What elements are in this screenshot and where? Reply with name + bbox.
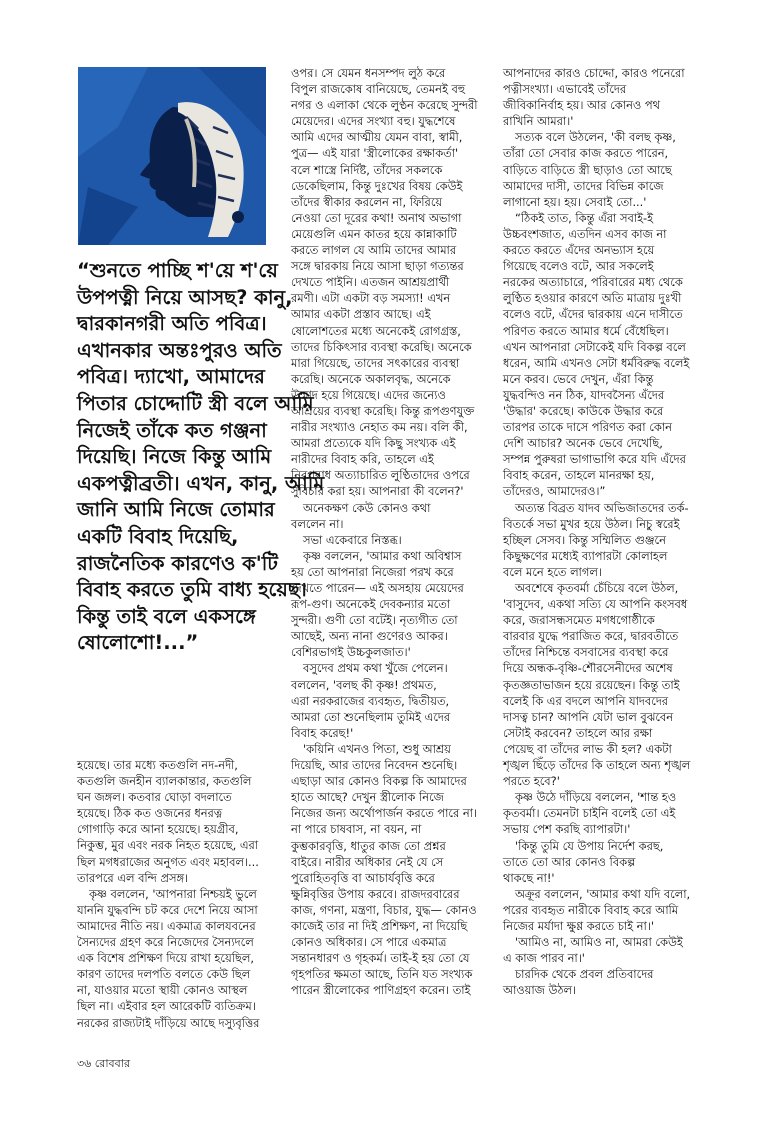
text-line: পেয়েছ বা তাঁদের লাভ কী হল? একটা — [503, 741, 672, 756]
pull-quote-line: দ্বারকানগরী অতি পবিত্র। — [77, 312, 267, 336]
text-line: ছিল না। এইবার হল আরেকটি ব্যতিক্রম। — [77, 999, 256, 1014]
text-line: নারীদের বিবাহ করি, তাহলে এই — [291, 452, 434, 467]
text-line: হচ্ছিল সেসব। কিন্তু সম্মিলিত গুঞ্জনে — [503, 532, 666, 547]
text-line: দাসত্ব চান? আপনি যেটা ভাল বুঝবেন — [503, 709, 674, 724]
text-line: তাতে তো আর কোনও বিকল্প — [503, 854, 636, 869]
text-line: ক্ষুন্নিবৃত্তির উপায় করবে। রাজদরবারের — [291, 886, 460, 901]
text-line: উচ্চবংশজাত, এতদিন এসব কাজ না — [503, 226, 667, 241]
text-line: এছাড়া আর কোনও বিকল্প কি আমাদের — [291, 774, 467, 789]
text-line: হয়েছে। ঠিক কত ওজনের ধনরত্ন — [77, 806, 223, 821]
text-line: আমার একটা প্রস্তাব আছে। এই — [291, 307, 431, 322]
text-line: 'বাসুদেব, একথা সত্যি যে আপনি কংসবধ — [503, 597, 688, 612]
text-line: বিপুল রাজকোষ বানিয়েছে, তেমনই বহু — [291, 82, 466, 97]
pull-quote-line: এখানকার অন্তঃপুরও অতি — [77, 338, 282, 362]
text-line: আমাদের দাসী, তাদের বিভিন্ন কাজে — [503, 178, 664, 193]
text-line: দিয়েছি, আর তাদের নিবেদন শুনেছি। — [291, 758, 458, 773]
text-line: বলেই কি এর বদলে আপনি যাদবদের — [503, 693, 669, 708]
text-line: চারদিক থেকে প্রবল প্রতিবাদের — [515, 967, 654, 982]
text-line: অবশেষে কৃতবর্মা চেঁচিয়ে বলে উঠল, — [515, 581, 679, 595]
text-line: আমাদের নীতি নয়। একমাত্র কালযবনের — [77, 918, 256, 933]
text-line: 'কয়িনি এখনও পিতা, শুধু আশ্রয় — [303, 741, 451, 756]
text-line: আপনাদের কারও চোদ্দো, কারও পনেরো — [503, 66, 685, 80]
text-line: রমণী। এটা একটা বড় সমস্যা! এখন — [291, 291, 451, 306]
text-line: “ঠিকই তাত, কিন্তু এঁরা সবাই-ই — [515, 210, 654, 225]
text-line: মেয়েদের। এদের সংখ্যা বহু। যুদ্ধশেষে — [291, 114, 456, 129]
text-line: বলে মনে হতে লাগল। — [503, 564, 602, 579]
text-line: মনে করব। ভেবে দেখুন, এঁরা কিন্তু — [503, 371, 654, 386]
text-line: না, যাওয়ার মতো স্থায়ী কোনও আস্থল — [77, 983, 248, 998]
text-line: হয় তো আপনারা নিজেরা পরখ করে — [291, 564, 454, 579]
text-line: গিয়েছে বলেও বটে, আর সকলেই — [503, 259, 654, 274]
text-line: ষোলোশতের মধ্যে অনেকেই রোগগ্রস্ত, — [291, 323, 461, 338]
text-line: কৃষ্ণ উঠে দাঁড়িয়ে বললেন, 'শান্ত হও — [515, 790, 677, 805]
text-line: বিবাহ করেন, তাহলে মানরক্ষা হয়, — [503, 468, 655, 483]
text-line: সৈন্যদের গ্রহণ করে নিজেদের সৈন্যদলে — [77, 935, 254, 950]
text-line: রূপ-গুণ। অনেকেই দেবকন্যার মতো — [291, 597, 451, 612]
text-line: বারবার যুদ্ধে পরাজিত করে, দ্বারবতীতে — [503, 629, 679, 644]
column-3-text — [503, 65, 699, 998]
column-2-text — [291, 65, 487, 998]
text-line: আওয়াজ উঠল। — [503, 983, 577, 998]
text-line: তারপরে এল বন্দি প্রসঙ্গ। — [77, 870, 189, 885]
text-line: বিতর্কে সভা মুখর হয়ে উঠল। নিচু স্বরেই — [503, 516, 680, 531]
text-line: সঙ্গে দ্বারকায় নিয়ে আসা ছাড়া গত্যন্তর — [291, 259, 464, 274]
text-line: আমি এদের আত্মীয় যেমন বাবা, স্বামী, — [291, 130, 463, 145]
text-line: এখন আপনারা সেটাকেই যদি বিকল্প বলে — [503, 339, 686, 354]
text-line: পত্নীসংখ্যা। এভাবেই তাঁদের — [503, 82, 627, 97]
text-line: বললেন, 'বলছ কী কৃষ্ণ! প্রথমত, — [291, 677, 437, 692]
column-1-text — [77, 757, 273, 1031]
pull-quote-line: কিন্তু তাই বলে একসঙ্গে — [77, 604, 256, 628]
text-line: কাজেই তার না দিই প্রশিক্ষণ, না দিয়েছি — [291, 918, 468, 933]
text-line: কৃতবর্মা। তেমনটা চাইনি বলেই তো এই — [503, 806, 676, 821]
text-line: বসুদেব প্রথম কথা খুঁজে পেলেন। — [303, 661, 448, 676]
text-line: আমরা তো শুনেছিলাম তুমিই এদের — [291, 709, 451, 724]
text-line: নিকুম্ভ, মুর এবং নরক নিহত হয়েছে, এরা — [77, 838, 259, 853]
text-line: পুরোহিতবৃত্তি বা আচার্যবৃত্তি করে — [291, 870, 435, 885]
text-line: উন্মাদ হয়ে গিয়েছে। এদের জন্যেও — [291, 387, 446, 402]
text-line: হাতে আছে? দেখুন স্ত্রীলোক নিজে — [291, 790, 444, 805]
text-line: 'উদ্ধার' করেছে। কাউকে উদ্ধার করে — [503, 403, 664, 418]
text-line: সেটাই করবেন? তাহলে আর রক্ষা — [503, 725, 653, 740]
text-line: শৃঙ্খল ছিঁড়ে তাঁদের কি তাহলে অন্য শৃঙ্খল — [503, 758, 691, 773]
text-line: মেয়েগুলি এমন কাতর হয়ে কান্নাকাটি — [291, 226, 457, 241]
text-line: নেওয়া তো দূরের কথা! অনাথ অভাগা — [291, 210, 462, 225]
text-line: সুন্দরী। গুণী তো বটেই। নৃত্যগীত তো — [291, 613, 458, 628]
text-line: অক্রূর বললেন, 'আমার কথা যদি বলো, — [515, 886, 691, 901]
text-line: কুম্ভকারবৃত্তি, ধাতুর কাজ তো প্রশ্নর — [291, 838, 446, 853]
text-line: 'কিন্তু তুমি যে উপায় নির্দেশ করছ, — [515, 838, 664, 853]
text-line: তারপর তাকে দাসে পরিণত করা কোন — [503, 420, 672, 435]
text-line: নিরপরাধ অত্যাচারিত লুণ্ঠিতাদের ওপরে — [291, 468, 470, 483]
text-line: ডেকেছিলাম, কিন্তু দুঃখের বিষয় কেউই — [291, 178, 463, 193]
text-line: হয়েছে। তার মধ্যে কতগুলি নদ-নদী, — [77, 758, 238, 772]
pull-quote-line: পবিত্র। দ্যাখো, আমাদের — [77, 365, 265, 389]
text-line: কৃষ্ণ বললেন, 'আপনারা নিশ্চয়ই ভুলে — [89, 886, 257, 901]
text-line: অনেকক্ষণ কেউ কোনও কথা — [303, 500, 431, 515]
text-line: ঘন জঙ্গল। কতবার ঘোড়া বদলাতে — [77, 790, 232, 805]
text-line: নিজের মর্যাদা ক্ষুণ্ণ করতে চাই না।' — [503, 918, 654, 933]
text-line: কৃতজ্ঞতাভাজন হয়ে রয়েছেন। কিন্তু তাই — [503, 677, 680, 692]
text-line: কৃষ্ণ বললেন, 'আমার কথা অবিশ্বাস — [303, 548, 462, 563]
text-line: এক বিশেষ প্রশিক্ষণ দিয়ে রাখা হয়েছিল, — [77, 951, 254, 966]
text-line: সভা একেবারে নিস্তব্ধ। — [303, 532, 402, 547]
text-line: কিছুক্ষণের মধ্যেই ব্যাপারটা কোলাহল — [503, 548, 668, 563]
pull-quote-line: একটি বিবাহ দিয়েছি, — [77, 524, 239, 548]
text-line: রাখিনি আমরা।' — [503, 114, 574, 129]
pull-quote-line: নিজেই তাঁকে কত গঞ্জনা — [77, 418, 267, 442]
text-line: নারীর সংখ্যাও নেহাত কম নয়। বলি কী, — [291, 420, 468, 435]
text-line: পুত্র— এই যারা 'স্ত্রীলোকের রক্ষাকর্তা' — [291, 146, 459, 161]
text-line: বাড়িতে বাড়িতে স্ত্রী ছাড়াও তো আছে — [503, 162, 672, 177]
text-line: ছিল মগধরাজের অনুগত এবং মহাবল।... — [77, 854, 259, 869]
pull-quote-line: পিতার চোদ্দোটি স্ত্রী বলে আমি — [77, 391, 314, 415]
pull-quote-line: দিয়েছি। নিজে কিন্তু আমি — [77, 445, 272, 469]
text-line: ধরেন, আমি এখনও সেটা ধর্মবিরুদ্ধ বলেই — [503, 355, 690, 370]
text-line: পরতে হবে?' — [503, 774, 560, 789]
text-line: দেখতে পাইনি। এতজন আশ্রয়প্রার্থী — [291, 275, 450, 290]
text-line: যাননি যুদ্ধবন্দি চট করে দেশে নিয়ে আসা — [77, 902, 258, 917]
text-line: করতে লাগল যে আমি তাদের আমার — [291, 243, 457, 258]
text-line: তাঁদের স্বীকার করলেন না, ফিরিয়ে — [291, 194, 443, 209]
text-line: নিজের জন্য অর্থোপার্জন করতে পারে না। — [291, 806, 478, 821]
text-line: নরকের অত্যাচারে, পরিবারের মধ্য থেকে — [503, 275, 683, 290]
text-line: লাগানো হয়। হয়। সেবাই তো...' — [503, 194, 647, 209]
text-line: আছেই, অন্য নানা গুণেরও আকর। — [291, 629, 448, 644]
text-line: গৃহপতির ক্ষমতা আছে, তিনি যত সংখ্যক — [291, 967, 473, 982]
text-line: করেছি। অনেকে অকালবৃদ্ধ, অনেকে — [291, 371, 451, 386]
text-line: তাঁদের নিশ্চিন্তে বসবাসের ব্যবস্থা করে — [503, 645, 669, 660]
text-line: এরা নরকরাজের ব্যবহৃত, দ্বিতীয়ত, — [291, 693, 450, 708]
text-line: নগর ও এলাকা থেকে লুণ্ঠন করেছে সুন্দরী — [291, 98, 478, 113]
text-line: গোগাড়ি করে আনা হয়েছে। হয়গ্রীব, — [77, 822, 239, 837]
text-line: বাইরে। নারীর অধিকার নেই যে সে — [291, 854, 444, 869]
text-line: কোনও অধিকার। সে পারে একমাত্র — [291, 935, 447, 950]
text-line: জীবিকানির্বাহ হয়। আর কোনও পথ — [503, 98, 660, 113]
text-line: বলে শাস্ত্রে নির্দিষ্ট, তাঁদের সকলকে — [291, 162, 443, 177]
article-illustration — [78, 67, 266, 245]
text-line: আমরা প্রত্যেকে যদি কিছু সংখ্যক এই — [291, 436, 456, 451]
page-folio: ৩৬ রোববার — [77, 1057, 130, 1070]
text-line: তাঁরা তো সেবার কাজ করতে পারেন, — [503, 146, 669, 161]
text-line: সভায় পেশ করছি ব্যাপারটা।' — [503, 822, 631, 837]
text-line: সত্যক বলে উঠলেন, 'কী বলছ কৃষ্ণ, — [515, 130, 676, 145]
text-line: বিবাহ করেছ!' — [291, 725, 354, 740]
text-line: কতগুলি জনহীন ব্যালকান্তার, কতগুলি — [77, 774, 252, 789]
text-line: দেশি আচার? অনেক ভেবে দেখেছি, — [503, 436, 663, 451]
text-line: বেশিরভাগই উচ্চকুলজাত।' — [291, 645, 411, 660]
text-line: থাকছে না!' — [503, 870, 555, 885]
text-line: তাঁদেরও, আমাদেরও।” — [503, 484, 606, 499]
text-line: যুদ্ধবন্দিও নন ঠিক, যাদবসৈন্য এঁদের — [503, 387, 665, 402]
text-line: সন্তানধারণ ও গৃহকর্ম। তাই-ই হয় তো যে — [291, 951, 470, 966]
pull-quote-line: একপত্নীব্রতী। এখন, কানু, আমি — [77, 471, 325, 495]
text-line: দিয়ে অন্ধক-বৃষ্ণি-শৌরসেনীদের অশেষ — [503, 661, 673, 676]
text-line: করে, জরাসন্ধসমেত মগধগোষ্ঠীকে — [503, 613, 655, 628]
woman-profile-painting — [78, 67, 266, 245]
text-line: বললেন না। — [291, 516, 344, 531]
text-line: বলেও বটে, এঁদের দ্বারকায় এনে দাসীতে — [503, 307, 683, 322]
text-line: অত্যন্ত বিব্রত যাদব অভিজাতদের তর্ক- — [515, 500, 689, 515]
text-line: কাজ, গণনা, মন্ত্রণা, বিচার, যুদ্ধ— কোনও — [291, 902, 477, 917]
pull-quote-line: ষোলোশো!...” — [77, 631, 199, 655]
text-line: কারণ তাদের দলপতি বলতে কেউ ছিল — [77, 967, 251, 982]
pull-quote-line: বিবাহ করতে তুমি বাধ্য হয়েছ। — [77, 578, 307, 602]
text-line: না পারে চাষবাস, না বয়ন, না — [291, 822, 422, 837]
text-line: দেখতে পারেন— এই অসহায় মেয়েদের — [291, 581, 464, 595]
text-line: ওপর। সে যেমন ধনসম্পদ লুঠ করে — [291, 66, 446, 80]
text-line: পরের ব্যবহৃত নারীকে বিবাহ করে আমি — [503, 902, 679, 917]
text-line: লুণ্ঠিত হওয়ার কারণে অতি মাত্রায় দুঃখী — [503, 291, 682, 306]
pull-quote-line: জানি আমি নিজে তোমার — [77, 498, 275, 522]
text-line: পারেন স্ত্রীলোকের পাণিগ্রহণ করেন। তাই — [291, 983, 471, 998]
text-line: তাদের চিকিৎসার ব্যবস্থা করেছি। অনেকে — [291, 339, 472, 354]
text-line: সম্পন্ন পুরুষরা ভাগাভাগি করে যদি এঁদের — [503, 452, 686, 467]
text-line: পরিণত করতে আমার ধর্মে বেঁধেছিল। — [503, 323, 669, 338]
text-line: এ কাজ পারব না।' — [503, 951, 585, 966]
text-line: 'আমিও না, আমিও না, আমরা কেউই — [515, 935, 683, 950]
text-line: নরকের রাজ্যটাই দাঁড়িয়ে আছে দস্যুবৃত্তির — [77, 1015, 260, 1030]
text-line: সুবিচার করা হয়। আপনারা কী বলেন?' — [291, 484, 464, 499]
pull-quote-line: রাজনৈতিক কারণেও ক'টি — [77, 551, 278, 575]
text-line: মারা গিয়েছে, তাদের সৎকারের ব্যবস্থা — [291, 355, 460, 370]
pull-quote-line: “শুনতে পাচ্ছি শ'য়ে শ'য়ে — [77, 259, 278, 282]
text-line: করতে করতে এঁদের অনভ্যাস হয়ে — [503, 243, 655, 258]
text-line: আশ্রয়ের ব্যবস্থা করেছি। কিন্তু রূপগুণযুক্ত — [291, 403, 475, 418]
pull-quote-line: উপপত্নী নিয়ে আসছ? কানু, — [77, 285, 293, 309]
